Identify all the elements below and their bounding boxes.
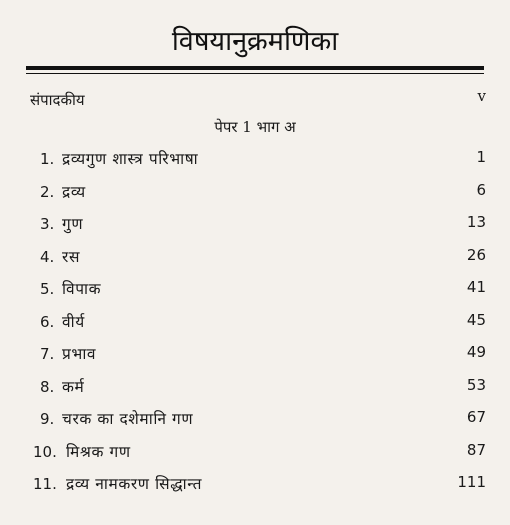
entry-number: 5.	[40, 280, 55, 298]
entry-page-number: 87	[466, 440, 486, 459]
entry-number: 8.	[40, 377, 55, 396]
entry-page-number: 6	[476, 180, 486, 199]
entry-page-number: 41	[466, 278, 486, 296]
entry-number: 10.	[33, 442, 57, 461]
entry-title: वीर्य	[62, 312, 85, 331]
page-title: विषयानुक्रमणिका	[171, 26, 339, 57]
toc-entry	[0, 143, 510, 176]
toc-entry	[0, 273, 510, 306]
entry-number: 6.	[40, 312, 55, 331]
toc-entry	[0, 436, 510, 469]
toc-entry	[0, 371, 510, 404]
entry-title: गुण	[62, 215, 84, 233]
toc-entry	[0, 403, 510, 436]
entry-number: 1.	[40, 150, 55, 168]
entry-title: रस	[62, 247, 81, 266]
entry-title: विपाक	[62, 280, 102, 298]
entry-page-number: 111	[457, 473, 486, 491]
entry-page-number: 67	[466, 408, 486, 426]
entry-number: 2.	[40, 182, 55, 201]
title-rule-thick	[26, 66, 484, 70]
entry-page-number: 26	[466, 245, 486, 264]
entry-number: 9.	[40, 410, 55, 428]
entry-number: 3.	[40, 215, 55, 233]
entry-title: प्रभाव	[62, 345, 97, 363]
entry-number: 11.	[33, 475, 57, 493]
entry-page-number: 45	[466, 310, 486, 329]
toc-list	[0, 143, 510, 501]
entry-title: कर्म	[62, 377, 85, 396]
entry-title: चरक का दशेमानि गण	[62, 410, 194, 428]
toc-entry	[0, 241, 510, 274]
section-heading: पेपर 1 भाग अ	[214, 118, 296, 136]
entry-title: मिश्रक गण	[66, 442, 131, 461]
preface-page-number: v	[477, 87, 486, 105]
toc-entry	[0, 338, 510, 371]
toc-entry	[0, 176, 510, 209]
entry-number: 4.	[40, 247, 55, 266]
entry-page-number: 53	[466, 375, 486, 394]
toc-entry	[0, 208, 510, 241]
entry-title: द्रव्य	[62, 182, 86, 201]
entry-page-number: 49	[466, 343, 486, 361]
toc-entry	[0, 306, 510, 339]
toc-entry	[0, 468, 510, 501]
entry-number: 7.	[40, 345, 55, 363]
preface-label: संपादकीय	[30, 91, 85, 109]
title-rule-thin	[26, 73, 484, 74]
entry-page-number: 13	[466, 213, 486, 231]
entry-page-number: 1	[476, 148, 486, 166]
entry-title: द्रव्यगुण शास्त्र परिभाषा	[62, 150, 199, 168]
entry-title: द्रव्य नामकरण सिद्धान्त	[66, 475, 203, 493]
